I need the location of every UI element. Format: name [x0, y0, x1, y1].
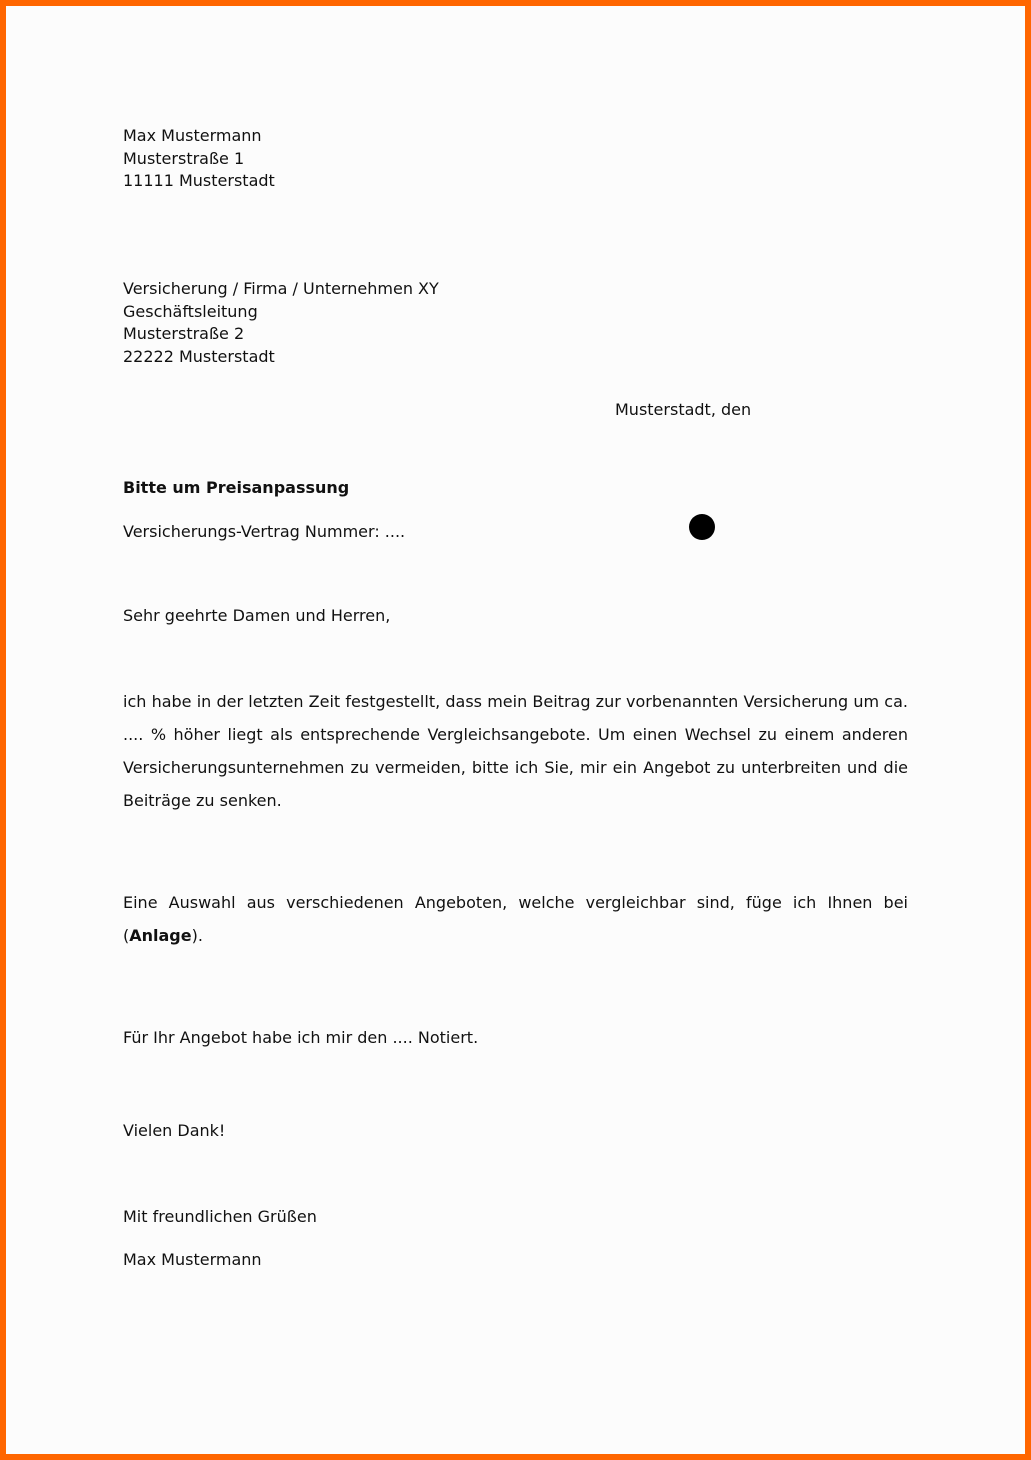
reference-line: Versicherungs-Vertrag Nummer: ....	[123, 522, 406, 541]
recipient-address	[123, 278, 439, 368]
recipient-city: 22222 Musterstadt	[123, 346, 275, 366]
paragraph-attachment-text: Eine Auswahl aus verschiedenen Angeboten, welche vergleichbar sind, füge ich Ihnen bei (	[123, 893, 908, 945]
recipient-street: Musterstraße 2	[123, 324, 245, 343]
bullet-dot-icon	[689, 514, 715, 540]
sender-address	[123, 125, 275, 193]
subject-line: Bitte um Preisanpassung	[123, 478, 350, 497]
sender-name: Max Mustermann	[123, 126, 262, 145]
letter-page	[6, 6, 1025, 1454]
paragraph-attachment	[123, 886, 908, 952]
recipient-company: Versicherung / Firma / Unternehmen XY	[123, 279, 439, 298]
recipient-department: Geschäftsleitung	[123, 301, 258, 321]
paragraph-deadline: Für Ihr Angebot habe ich mir den .... Notiert.	[123, 1028, 479, 1047]
signature-name: Max Mustermann	[123, 1250, 262, 1269]
closing-line: Mit freundlichen Grüßen	[123, 1207, 317, 1226]
thanks-line: Vielen Dank!	[123, 1121, 226, 1140]
salutation: Sehr geehrte Damen und Herren,	[123, 606, 391, 625]
paragraph-attachment-end: ).	[191, 926, 203, 945]
paragraph-main-request: ich habe in der letzten Zeit festgestellt, dass mein Beitrag zur vorbenannten Versicherung um ca. .... % höher liegt als entsprechende Vergleichsangebote. Um einen Wechsel zu einem anderen Versicherungsunternehmen zu vermeiden, bitte ich Sie, mir ein Angebot zu unterbreiten und die Beiträge zu senken.	[123, 692, 908, 810]
date-line: Musterstadt, den	[615, 400, 752, 419]
attachment-label: Anlage	[129, 926, 192, 945]
sender-street: Musterstraße 1	[123, 148, 245, 168]
sender-city: 11111 Musterstadt	[123, 171, 275, 190]
